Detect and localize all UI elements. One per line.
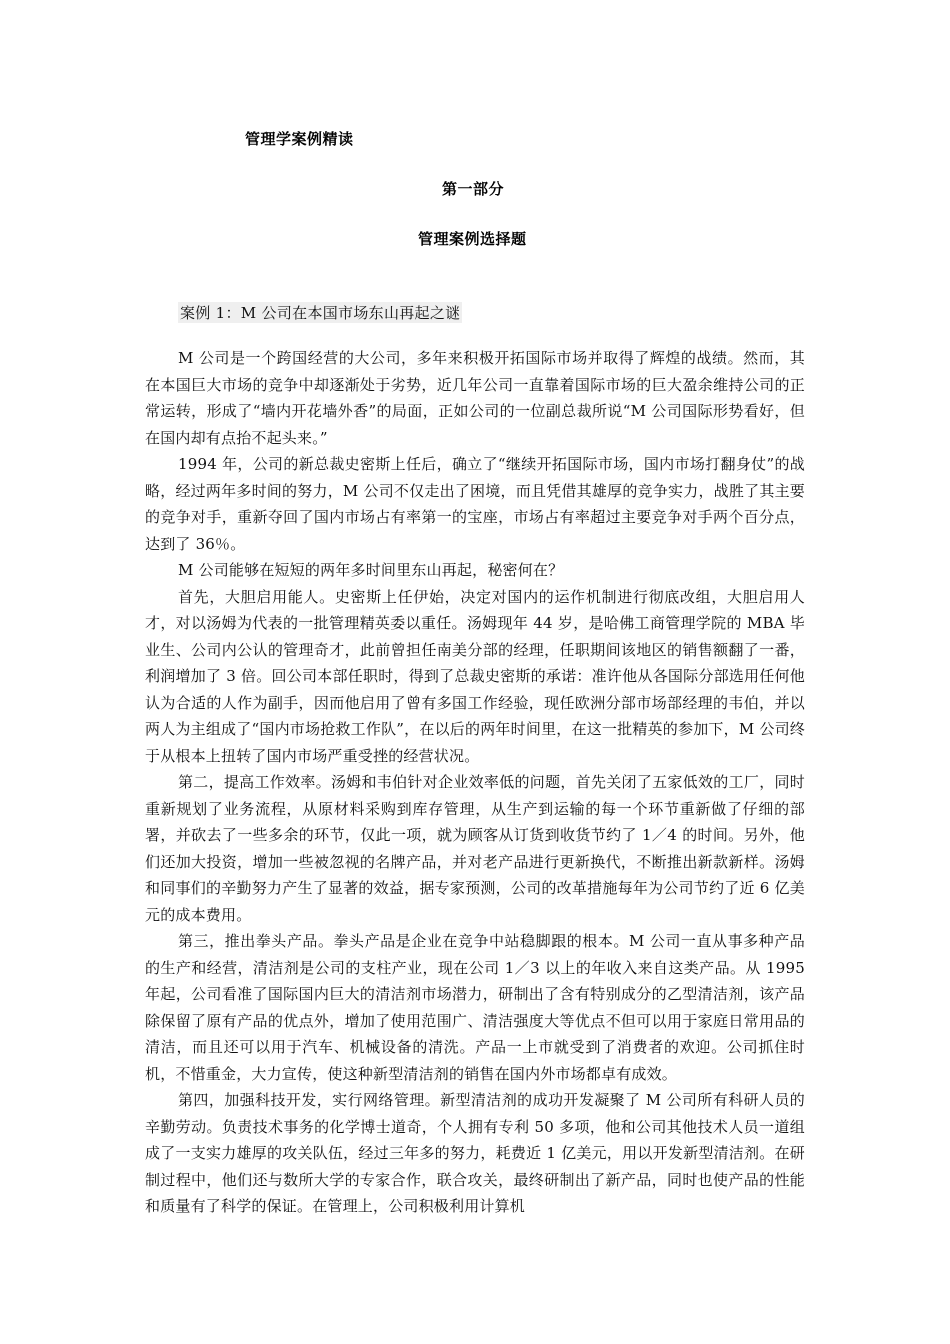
document-title: 管理学案例精读: [245, 130, 354, 148]
paragraph: M 公司能够在短短的两年多时间里东山再起，秘密何在？: [178, 561, 564, 579]
paragraph: M 公司是一个跨国经营的大公司，多年来积极开拓国际市场并取得了辉煌的战绩。然而，其在本国巨大市场的竞争中却逐渐处于劣势，近几年公司一直靠着国际市场的巨大盈余维持公司的正常运转，形成了“墙内开花墙外香”的局面，正如公司的一位副总裁所说“M 公司国际形势看好，但在国内却有点抬不起头来。”: [145, 349, 805, 447]
paragraph: 第四，加强科技开发，实行网络管理。新型清洁剂的成功开发凝聚了 M 公司所有科研人员的辛勤劳动。负责技术事务的化学博士道奇，个人拥有专利 50 多项，他和公司其他技术人员一道组成了一支实力雄厚的攻关队伍，经过三年多的努力，耗费近 1 亿美元，用以开发新型清洁剂。在研制过程中，他们还与数所大学的专家合作，联合攻关，最终研制出了新产品，同时也使产品的性能和质量有了科学的保证。在管理上，公司积极利用计算机: [145, 1091, 805, 1215]
paragraph: 第二，提高工作效率。汤姆和韦伯针对企业效率低的问题，首先关闭了五家低效的工厂，同时重新规划了业务流程，从原材料采购到库存管理，从生产到运输的每一个环节重新做了仔细的部署，并砍去了一些多余的环节，仅此一项，就为顾客从订货到收货节约了 1／4 的时间。另外，他们还加大投资，增加一些被忽视的名牌产品，并对老产品进行更新换代，不断推出新款新样。汤姆和同事们的辛勤努力产生了显著的效益，据专家预测，公司的改革措施每年为公司节约了近 6 亿美元的成本费用。: [145, 773, 805, 924]
paragraph: 1994 年，公司的新总裁史密斯上任后，确立了“继续开拓国际市场，国内市场打翻身仗”的战略，经过两年多时间的努力，M 公司不仅走出了困境，而且凭借其雄厚的竞争实力，战胜了其主要的竞争对手，重新夺回了国内市场占有率第一的宝座，市场占有率超过主要竞争对手两个百分点，达到了 36％。: [145, 455, 805, 553]
part-heading: 第一部分: [442, 180, 505, 198]
paragraph: 首先，大胆启用能人。史密斯上任伊始，决定对国内的运作机制进行彻底改组，大胆启用人才，对以汤姆为代表的一批管理精英委以重任。汤姆现年 44 岁，是哈佛工商管理学院的 MBA 毕业生、公司内公认的管理奇才，此前曾担任南美分部的经理，任职期间该地区的销售额翻了一番，利润增加了 3 倍。回公司本部任职时，得到了总裁史密斯的承诺：准许他从各国际分部选用任何他认为合适的人作为副手，因而他启用了曾有多国工作经验，现任欧洲分部市场部经理的韦伯，并以两人为主组成了“国内市场抢救工作队”，在以后的两年时间里，在这一批精英的参加下，M 公司终于从根本上扭转了国内市场严重受挫的经营状况。: [145, 587, 805, 765]
case-title: 案例 1：M 公司在本国市场东山再起之谜: [180, 304, 461, 322]
paragraph: 第三，推出拳头产品。拳头产品是企业在竞争中站稳脚跟的根本。M 公司一直从事多种产品的生产和经营，清洁剂是公司的支柱产业，现在公司 1／3 以上的年收入来自这类产品。从 1995 年起，公司看准了国际国内巨大的清洁剂市场潜力，研制出了含有特别成分的乙型清洁剂，该产品除保留了原有产品的优点外，增加了使用范围广、清洁强度大等优点不但可以用于家庭日常用品的清洁，而且还可以用于汽车、机械设备的清洗。产品一上市就受到了消费者的欢迎。公司抓住时机，不惜重金，大力宣传，使这种新型清洁剂的销售在国内外市场都卓有成效。: [145, 932, 805, 1083]
section-heading: 管理案例选择题: [418, 230, 527, 248]
body-text: [145, 345, 805, 1220]
